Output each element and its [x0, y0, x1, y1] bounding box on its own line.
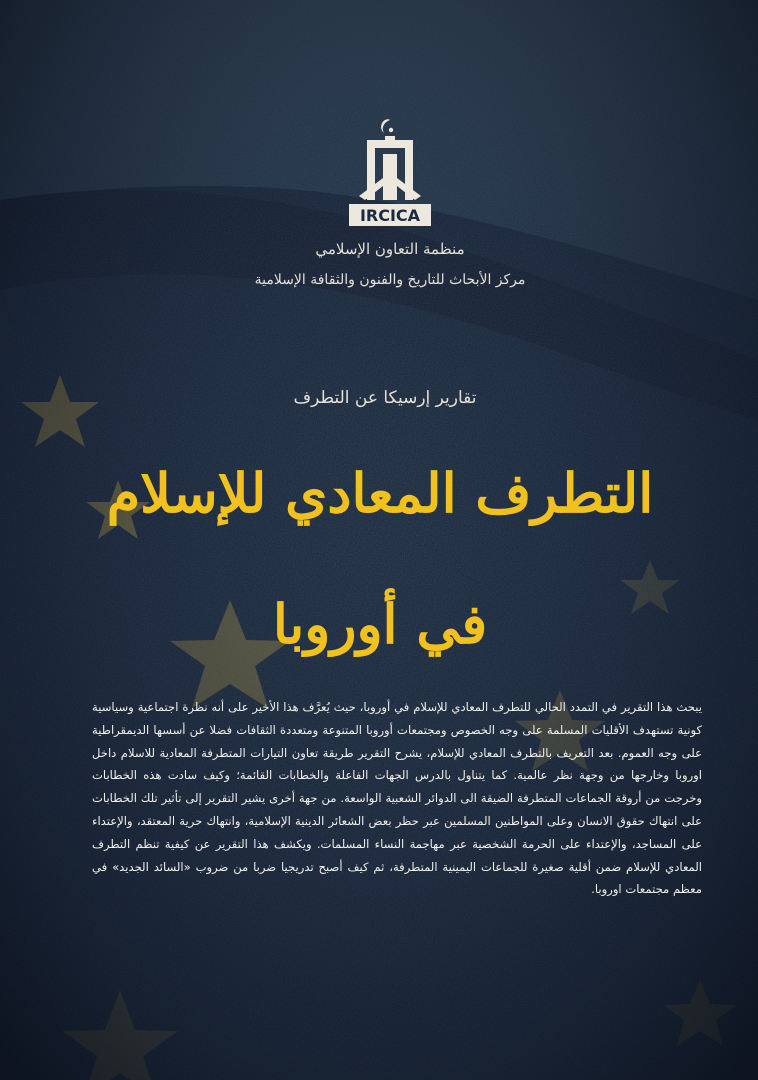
organization-name: منظمة التعاون الإسلامي	[315, 240, 465, 258]
series-title: تقارير إرسيكا عن التطرف	[293, 388, 477, 408]
abstract-paragraph: يبحث هذا التقرير في التمدد الحالي للتطرف المعادي للإسلام في أوروبا، حيث يُعرَّف هذا الأخير على أنه نظرة اجتماعية وسياسية كونية تستهدف الأقليات المسلمة على وجه الخصوص ومجتمعات أوروبا المتنوعة ومتعددة الثقافات فضلا عن أسسها الديمقراطية على وجه العموم. بعد التعريف بالتطرف المعادي للإسلام، يشرح التقرير طريقة تعاون التيارات المتطرفة المعادية للاسلام داخل اوروبا وخارجها من وجهة نظر عالمية. كما يتناول بالدرس الجهات الفاعلة والخطابات القائمة؛ وكيف سادت هذه الخطابات وخرجت من أروقة الجماعات المتطرفة الضيقة الى الدوائر الشعبية الواسعة. من جهة أخرى يشير التقرير إلى تأثير تلك الخطابات على انتهاك حقوق الانسان وعلى المواطنين المسلمين عبر حظر بعض الشعائر الدينية الإسلامية، وانتهاك حرية المعتقد، والإعتداء على المساجد، والإعتداء على الحرمة الشخصية عبر مهاجمة النساء المسلمات. ويكشف هذا التقرير عن كيفية تنظم التطرف المعادي للإسلام ضمن أقلية صغيرة للجماعات اليمينية المتطرفة، ثم كيف أصبح تدريجيا ضربا من ضروب «السائد الجديد» في معظم مجتمعات اوروبا.	[92, 700, 702, 897]
main-title-line1: التطرف المعادي للإسلام	[106, 461, 654, 525]
logo-wordmark: IRCICA	[359, 206, 421, 225]
ircica-logo	[345, 118, 435, 238]
center-name: مركز الأبحاث للتاريخ والفنون والثقافة الإسلامية	[254, 272, 526, 288]
main-title-line2: في أوروبا	[272, 592, 488, 656]
